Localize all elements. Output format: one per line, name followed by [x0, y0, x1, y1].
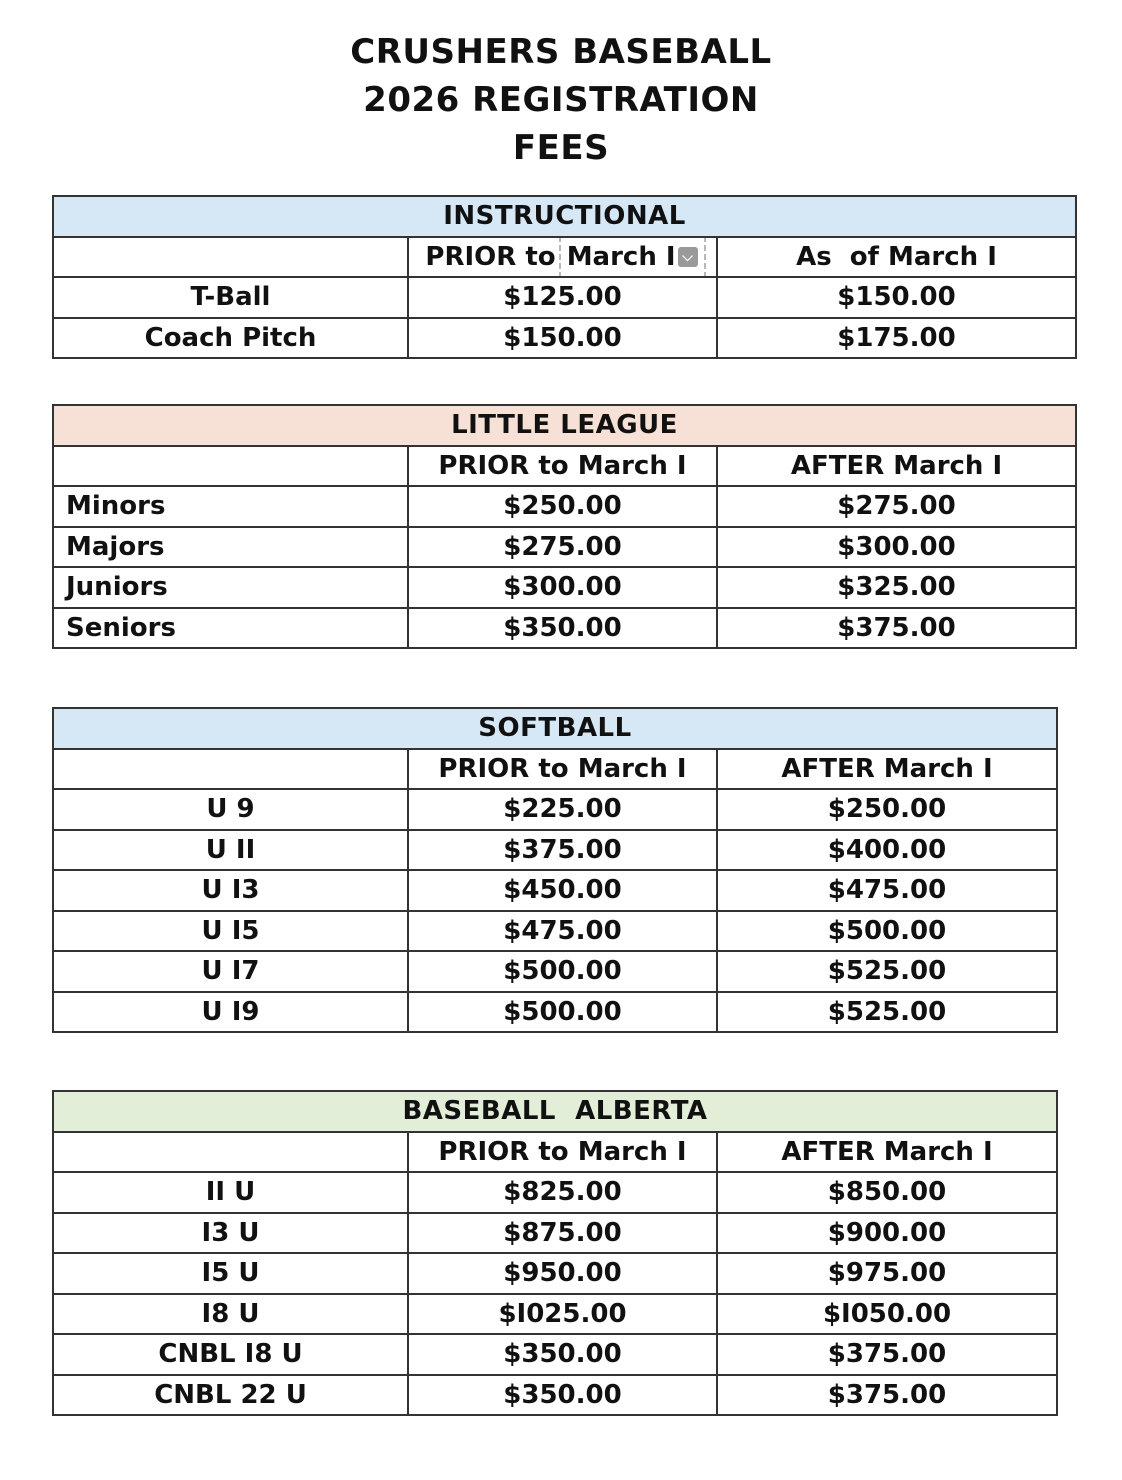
row-label: T-Ball — [53, 277, 408, 318]
table-row — [53, 911, 1057, 952]
row-label: II U — [53, 1172, 408, 1213]
fee-prior: $500.00 — [408, 992, 717, 1033]
instructional-table — [52, 195, 1077, 359]
softball-header: SOFTBALL — [53, 708, 1057, 749]
table-row — [53, 789, 1057, 830]
fee-prior: $875.00 — [408, 1213, 717, 1254]
fee-prior: $225.00 — [408, 789, 717, 830]
title-line-2: 2026 REGISTRATION — [363, 80, 759, 120]
col-prior-header: PRIOR to March I — [408, 749, 717, 790]
row-label: CNBL I8 U — [53, 1334, 408, 1375]
row-label: Juniors — [53, 567, 408, 608]
fee-prior: $350.00 — [408, 608, 717, 649]
table-row — [53, 486, 1076, 527]
col-after-header: AFTER March I — [717, 446, 1076, 487]
fee-prior: $450.00 — [408, 870, 717, 911]
fee-prior: $300.00 — [408, 567, 717, 608]
fee-after: $375.00 — [717, 608, 1076, 649]
fee-prior: $150.00 — [408, 318, 717, 359]
row-label: I3 U — [53, 1213, 408, 1254]
baseball-alberta-table — [52, 1090, 1058, 1416]
table-row — [53, 567, 1076, 608]
fee-prior: $275.00 — [408, 527, 717, 568]
fee-prior: $375.00 — [408, 830, 717, 871]
row-label: U I3 — [53, 870, 408, 911]
empty-cell — [53, 749, 408, 790]
fee-after: $525.00 — [717, 951, 1057, 992]
fee-prior: $350.00 — [408, 1375, 717, 1416]
fee-prior: $I025.00 — [408, 1294, 717, 1335]
instructional-header: INSTRUCTIONAL — [53, 196, 1076, 237]
fee-prior: $125.00 — [408, 277, 717, 318]
fee-prior: $350.00 — [408, 1334, 717, 1375]
table-row — [53, 1375, 1057, 1416]
empty-cell — [53, 237, 408, 278]
table-row — [53, 1294, 1057, 1335]
table-row — [53, 527, 1076, 568]
row-label: I8 U — [53, 1294, 408, 1335]
little-league-header: LITTLE LEAGUE — [53, 405, 1076, 446]
row-label: Majors — [53, 527, 408, 568]
col-prior-selected-text: March I — [566, 241, 676, 272]
fee-prior: $250.00 — [408, 486, 717, 527]
fee-prior: $500.00 — [408, 951, 717, 992]
fee-after: $900.00 — [717, 1213, 1057, 1254]
title-line-1: CRUSHERS BASEBALL — [350, 32, 772, 72]
fee-after: $500.00 — [717, 911, 1057, 952]
baseball-alberta-column-headers — [53, 1132, 1057, 1173]
table-row — [53, 1334, 1057, 1375]
table-row — [53, 951, 1057, 992]
table-row — [53, 1172, 1057, 1213]
col-prior-text: PRIOR to — [425, 241, 556, 272]
fee-after: $325.00 — [717, 567, 1076, 608]
empty-cell — [53, 446, 408, 487]
col-prior-header: PRIOR to March I — [408, 446, 717, 487]
col-prior-header: PRIOR to March I — [408, 1132, 717, 1173]
fee-prior: $475.00 — [408, 911, 717, 952]
empty-cell — [53, 1132, 408, 1173]
row-label: U I5 — [53, 911, 408, 952]
row-label: U I7 — [53, 951, 408, 992]
softball-column-headers — [53, 749, 1057, 790]
chevron-down-icon[interactable]: ⌵ — [678, 247, 698, 267]
fee-prior: $950.00 — [408, 1253, 717, 1294]
row-label: U 9 — [53, 789, 408, 830]
fee-after: $400.00 — [717, 830, 1057, 871]
row-label: Seniors — [53, 608, 408, 649]
fee-after: $525.00 — [717, 992, 1057, 1033]
row-label: U II — [53, 830, 408, 871]
instructional-column-headers — [53, 237, 1076, 278]
fee-after: $150.00 — [717, 277, 1076, 318]
baseball-alberta-header: BASEBALL ALBERTA — [53, 1091, 1057, 1132]
fee-prior: $825.00 — [408, 1172, 717, 1213]
row-label: CNBL 22 U — [53, 1375, 408, 1416]
fee-after: $175.00 — [717, 318, 1076, 359]
fee-after: $850.00 — [717, 1172, 1057, 1213]
row-label: I5 U — [53, 1253, 408, 1294]
table-row — [53, 1253, 1057, 1294]
table-row — [53, 830, 1057, 871]
softball-table — [52, 707, 1058, 1033]
table-row — [53, 870, 1057, 911]
col-after-header: AFTER March I — [717, 749, 1057, 790]
fee-after: $375.00 — [717, 1334, 1057, 1375]
fee-after: $975.00 — [717, 1253, 1057, 1294]
table-row — [53, 277, 1076, 318]
fee-after: $375.00 — [717, 1375, 1057, 1416]
title-line-3: FEES — [512, 128, 610, 168]
fee-after: $I050.00 — [717, 1294, 1057, 1335]
col-after-header: AFTER March I — [717, 1132, 1057, 1173]
table-row — [53, 1213, 1057, 1254]
col-after-header: As of March I — [717, 237, 1076, 278]
col-prior-header — [408, 237, 717, 278]
selected-text-box[interactable] — [565, 242, 700, 272]
little-league-table — [52, 404, 1077, 649]
row-label: Minors — [53, 486, 408, 527]
table-row — [53, 992, 1057, 1033]
fee-after: $275.00 — [717, 486, 1076, 527]
table-row — [53, 318, 1076, 359]
row-label: U I9 — [53, 992, 408, 1033]
fee-after: $300.00 — [717, 527, 1076, 568]
fee-after: $250.00 — [717, 789, 1057, 830]
little-league-column-headers — [53, 446, 1076, 487]
fee-after: $475.00 — [717, 870, 1057, 911]
row-label: Coach Pitch — [53, 318, 408, 359]
page-title — [0, 28, 1122, 172]
table-row — [53, 608, 1076, 649]
